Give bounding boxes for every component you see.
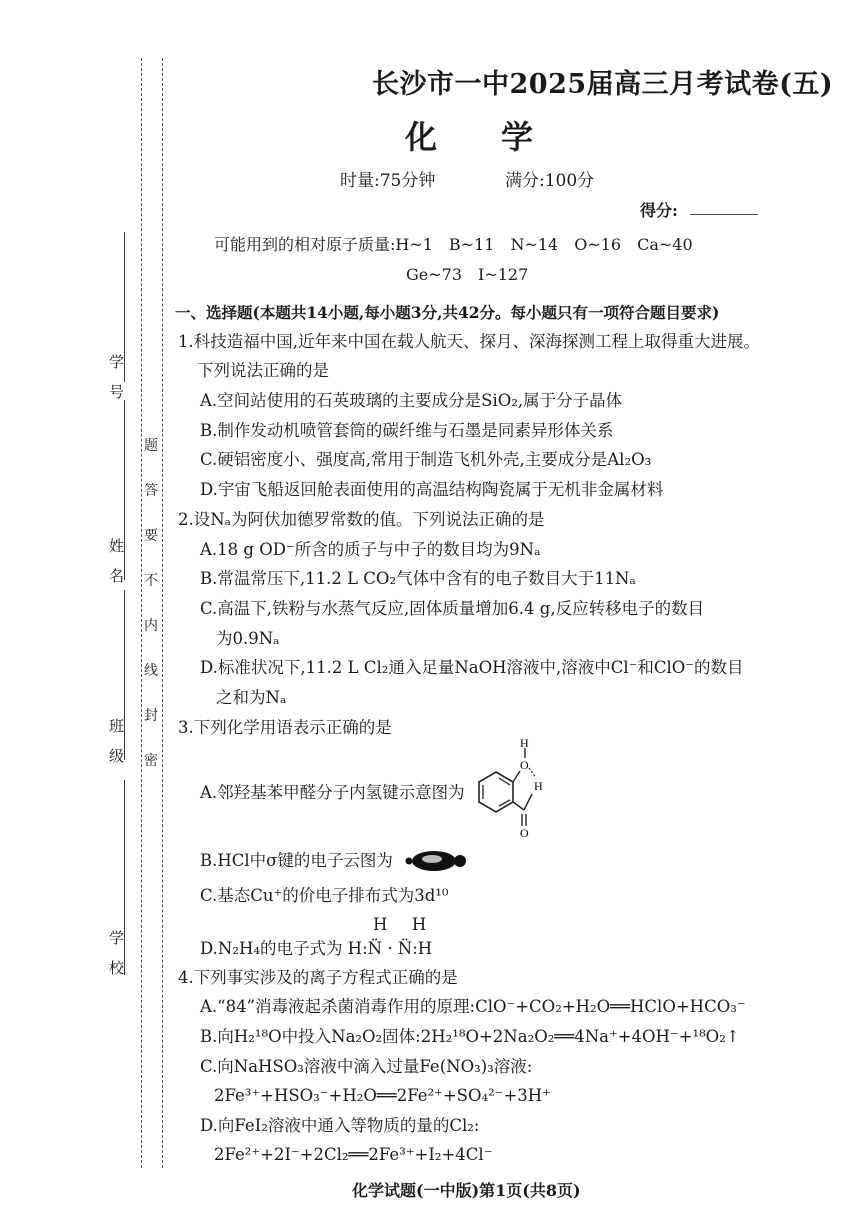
section-heading: 一、选择题(本题共14小题,每小题3分,共42分。每小题只有一项符合题目要求) [175,303,720,322]
exam-title: 长沙市一中2025届高三月考试卷(五) [372,69,834,100]
q4-option-c: C.向NaHSO₃溶液中滴入过量Fe(NO₃)₃溶液: [200,1057,533,1076]
q1-option-c: C.硬铝密度小、强度高,常用于制造飞机外壳,主要成分是Al₂O₃ [200,450,652,469]
q4-option-b: B.向H₂¹⁸O中投入Na₂O₂固体:2H₂¹⁸O+2Na₂O₂══4Na⁺+4OH⁻+¹⁸O₂↑ [200,1027,740,1046]
q2-option-a: A.18 g OD⁻所含的质子与中子的数目均为9Nₐ [200,540,541,559]
q1-stem-2: 下列说法正确的是 [197,361,329,380]
sigma-electron-cloud-icon [404,848,470,874]
name-field-line [124,400,125,580]
q1-option-a: A.空间站使用的石英玻璃的主要成分是SiO₂,属于分子晶体 [200,391,623,410]
school-field-line [124,780,125,975]
q3-option-d-h: H H [373,915,431,934]
mol-h-side: H [534,779,543,793]
seal-char: 要 [144,528,158,544]
seal-char: 题 [144,438,158,454]
q3-option-c: C.基态Cu⁺的价电子排布式为3d¹⁰ [200,886,449,905]
mol-o-bottom: O [520,826,529,838]
student-no-label: 学 号 [107,354,125,399]
mol-h-top: H [520,738,529,750]
q2-option-d-cont: 之和为Nₐ [216,688,287,707]
seal-char: 答 [144,483,158,499]
seal-char: 不 [144,573,158,589]
seal-char: 内 [144,618,158,634]
mol-o: O [520,758,529,772]
q4-option-d-eq: 2Fe²⁺+2I⁻+2Cl₂══2Fe³⁺+I₂+4Cl⁻ [214,1145,493,1164]
exam-time: 时量:75分钟 [340,171,436,191]
q3-option-a: A.邻羟基苯甲醛分子内氢键示意图为 [200,783,465,802]
q2-stem: 2.设Nₐ为阿伏加德罗常数的值。下列说法正确的是 [178,510,545,529]
class-field-line [124,590,125,760]
q3-option-b: B.HCl中σ键的电子云图为 [200,851,393,870]
score-label: 得分: [640,201,678,220]
exam-full-score: 满分:100分 [505,171,595,191]
seal-char: 封 [144,708,158,724]
binding-dashed-line [141,58,142,1168]
seal-char: 密 [144,753,158,769]
q1-option-b: B.制作发动机喷管套筒的碳纤维与石墨是同素异形体关系 [200,421,614,440]
name-label: 姓 名 [107,538,125,583]
q4-option-d: D.向FeI₂溶液中通入等物质的量的Cl₂: [200,1116,480,1135]
class-label: 班 级 [107,718,125,763]
q3-option-d: D.N₂H₄的电子式为 H:N̈ · N̈:H [200,939,433,958]
school-label: 学 校 [107,930,125,975]
exam-subject: 化学 [405,118,598,156]
atomic-masses-line1: 可能用到的相对原子质量:H~1 B~11 N~14 O~16 Ca~40 [214,235,693,254]
seal-char: 线 [144,663,158,679]
q4-stem: 4.下列事实涉及的离子方程式正确的是 [178,968,458,987]
q2-option-c-cont: 为0.9Nₐ [216,629,280,648]
q4-option-c-eq: 2Fe³⁺+HSO₃⁻+H₂O══2Fe²⁺+SO₄²⁻+3H⁺ [214,1086,551,1105]
page-footer: 化学试题(一中版)第1页(共8页) [352,1181,581,1200]
q2-option-b: B.常温常压下,11.2 L CO₂气体中含有的电子数目大于11Nₐ [200,569,636,588]
atomic-masses-line2: Ge~73 I~127 [406,265,529,284]
hydrogen-bond-structure [466,738,566,838]
q2-option-c: C.高温下,铁粉与水蒸气反应,固体质量增加6.4 g,反应转移电子的数目 [200,599,705,618]
q2-option-d: D.标准状况下,11.2 L Cl₂通入足量NaOH溶液中,溶液中Cl⁻和ClO⁻的数目 [200,658,744,677]
q1-stem: 1.科技造福中国,近年来中国在载人航天、探月、深海探测工程上取得重大进展。 [178,332,760,351]
q4-option-a: A.“84”消毒液起杀菌消毒作用的原理:ClO⁻+CO₂+H₂O══HClO+HCO₃⁻ [200,997,746,1016]
q3-stem: 3.下列化学用语表示正确的是 [178,718,392,737]
q1-option-d: D.宇宙飞船返回舱表面使用的高温结构陶瓷属于无机非金属材料 [200,480,664,499]
score-blank [690,214,758,215]
binding-dashed-line [162,58,163,1168]
student-no-field-line [124,232,125,382]
